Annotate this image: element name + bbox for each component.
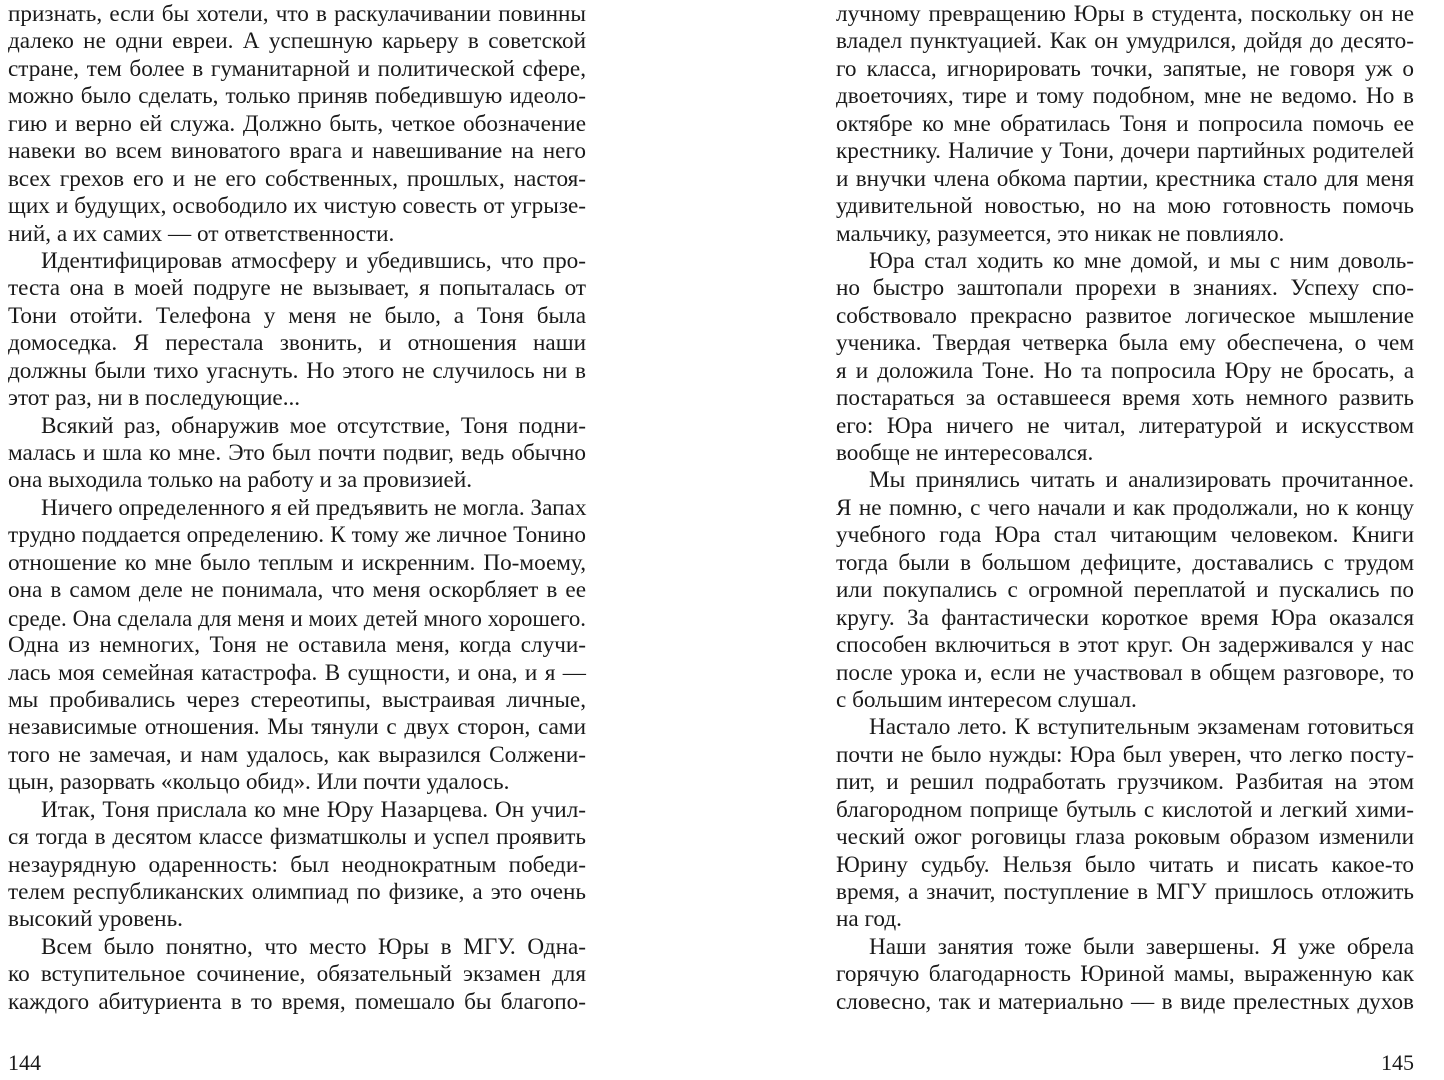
text-line: Мы принялись читать и анализировать прочитанное. bbox=[869, 467, 1414, 494]
text-line: теста она в моей подруге не вызывает, я попыталась от bbox=[8, 275, 586, 302]
text-line: или покупались с огромной переплатой и пускались по bbox=[836, 577, 1414, 604]
text-line: Наши занятия тоже были завершены. Я уже обрела bbox=[869, 933, 1414, 960]
text-line: отношение ко мне было теплым и искренним. По-моему, bbox=[8, 549, 586, 576]
text-line: октябре ко мне обратилась Тоня и попросила помочь ее bbox=[836, 110, 1414, 137]
text-line: словесно, так и материально — в виде прелестных духов bbox=[836, 988, 1414, 1015]
left-page bbox=[8, 0, 586, 1080]
text-line: щих и будущих, освободило их чистую совесть от угрызе- bbox=[8, 193, 586, 220]
text-line: ческий ожог роговицы глаза роковым образом изменили bbox=[836, 824, 1414, 851]
text-line: признать, если бы хотели, что в раскулачивании повинны bbox=[8, 1, 586, 27]
text-line: учебного года Юра стал читающим человеком. Книги bbox=[836, 522, 1414, 549]
text-line: вообще не интересовался. bbox=[836, 440, 1094, 466]
text-line: ний, а их самих — от ответственности. bbox=[8, 220, 395, 247]
text-line: всех грехов его и не его собственных, прошлых, настоя- bbox=[8, 165, 586, 192]
text-line: с большим интересом слушал. bbox=[836, 686, 1137, 713]
text-line: тогда были в большом дефиците, доставались с трудом bbox=[836, 549, 1414, 576]
text-line: навеки во всем виноватого врага и навешивание на него bbox=[8, 138, 586, 165]
page-number-left: 144 bbox=[8, 1050, 41, 1075]
text-line: телем республиканских олимпиад по физике, а это очень bbox=[8, 879, 586, 905]
text-line: удивительной новостью, но на мою готовность помочь bbox=[836, 193, 1414, 220]
text-line: должны были тихо угаснуть. Но этого не случилось ни в bbox=[8, 357, 586, 384]
text-line: на год. bbox=[836, 906, 902, 933]
text-line: почти не было нужды: Юра был уверен, что легко посту- bbox=[836, 741, 1414, 768]
text-line: далеко не одни евреи. А успешную карьеру в советской bbox=[8, 28, 586, 55]
text-line: ся тогда в десятом классе физматшколы и успел проявить bbox=[8, 824, 586, 851]
text-line: каждого абитуриента в то время, помешало бы благопо- bbox=[8, 988, 586, 1015]
text-line: двоеточиях, тире и тому подобном, мне не ведомо. Но в bbox=[836, 83, 1414, 110]
text-line: время, а значит, поступление в МГУ пришлось отложить bbox=[836, 879, 1414, 905]
text-line: Идентифицировав атмосферу и убедившись, что про- bbox=[41, 247, 586, 274]
text-line: владел пунктуацией. Как он умудрился, дойдя до десято- bbox=[836, 28, 1414, 55]
text-line: Всякий раз, обнаружив мое отсутствие, Тоня подни- bbox=[41, 412, 586, 439]
text-line: Одна из немногих, Тоня не оставила меня, когда случи- bbox=[8, 632, 586, 659]
text-line: Всем было понятно, что место Юры в МГУ. Однa- bbox=[41, 933, 586, 960]
text-line: Тони отойти. Телефона у меня не было, а Тоня была bbox=[8, 302, 586, 329]
text-line: домоседка. Я перестала звонить, и отношения наши bbox=[8, 330, 586, 357]
text-line: Я не помню, с чего начали и как продолжали, но к концу bbox=[836, 494, 1414, 521]
text-line: малась и шла ко мне. Это был почти подвиг, ведь обычно bbox=[8, 440, 586, 466]
text-line: собствовало прекрасно развитое логическое мышление bbox=[836, 302, 1414, 329]
text-line: и внучки члена обкома партии, крестника стало для меня bbox=[836, 165, 1414, 192]
text-line: мальчику, разумеется, это никак не повлияло. bbox=[836, 220, 1285, 247]
text-line: Итак, Тоня прислала ко мне Юру Назарцева. Он учил- bbox=[41, 796, 586, 823]
text-line: она в самом деле не понимала, что меня оскорбляет в ее bbox=[8, 577, 586, 604]
text-line: ученика. Твердая четверка была ему обеспечена, о чем bbox=[836, 330, 1414, 357]
text-line: горячую благодарность Юриной мамы, выраженную как bbox=[836, 961, 1414, 988]
text-line: незаурядную одаренность: был неоднократным победи- bbox=[8, 851, 586, 878]
text-line: ко вступительное сочинение, обязательный экзамен для bbox=[8, 961, 586, 988]
right-page-text bbox=[836, 1, 1414, 1016]
text-line: можно было сделать, только приняв победившую идеоло- bbox=[8, 83, 586, 110]
page-number-right: 145 bbox=[1381, 1050, 1414, 1075]
text-line: способен включиться в этот круг. Он задерживался у нас bbox=[836, 632, 1414, 659]
text-line: независимые отношения. Мы тянули с двух сторон, сами bbox=[8, 714, 586, 741]
text-line: гию и верно ей служа. Должно быть, четкое обозначение bbox=[8, 110, 586, 137]
text-line: мы пробивались через стереотипы, выстраивая личные, bbox=[8, 686, 586, 713]
text-line: Настало лето. К вступительным экзаменам готовиться bbox=[869, 714, 1414, 741]
text-line: она выходила только на работу и за провизией. bbox=[8, 467, 473, 494]
left-page-text bbox=[8, 1, 586, 1016]
text-line: трудно поддается определению. К тому же личное Тонино bbox=[8, 522, 586, 549]
text-line: цын, разорвать «кольцо обид». Или почти удалось. bbox=[8, 769, 510, 796]
text-line: этот раз, ни в последующие... bbox=[8, 385, 301, 412]
text-line: но быстро заштопали прорехи в знаниях. Успеху спо- bbox=[836, 275, 1414, 302]
text-line: крестнику. Наличие у Тони, дочери партийных родителей bbox=[836, 138, 1414, 165]
text-line: того не замечая, и нам удалось, как выразился Солжени- bbox=[8, 741, 586, 768]
text-line: Юра стал ходить ко мне домой, и мы с ним доволь- bbox=[869, 247, 1414, 274]
text-line: пит, и решил подработать грузчиком. Разбитая на этом bbox=[836, 769, 1414, 796]
right-page bbox=[836, 0, 1414, 1080]
text-line: лась моя семейная катастрофа. В сущности, и она, и я — bbox=[8, 659, 586, 686]
text-line: лучному превращению Юры в студента, поскольку он не bbox=[836, 1, 1414, 27]
text-line: Ничего определенного я ей предъявить не могла. Запах bbox=[41, 494, 587, 521]
text-line: высокий уровень. bbox=[8, 906, 183, 933]
text-line: Юрину судьбу. Нельзя было читать и писать какое-то bbox=[836, 851, 1414, 878]
text-line: го класса, игнорировать точки, запятые, не говоря уж о bbox=[836, 55, 1414, 82]
text-line: я и доложила Тоне. Но та попросила Юру не бросать, а bbox=[836, 357, 1414, 384]
text-line: после урока и, если не участвовал в общем разговоре, то bbox=[836, 659, 1414, 686]
text-line: его: Юра ничего не читал, литературой и искусством bbox=[836, 412, 1414, 439]
text-line: постараться за оставшееся время хоть немного развить bbox=[836, 385, 1414, 412]
text-line: стране, тем более в гуманитарной и политической сфере, bbox=[8, 55, 586, 82]
text-line: среде. Она сделала для меня и моих детей много хорошего. bbox=[8, 605, 586, 631]
text-line: благородном поприще бутыль с кислотой и легкий хими- bbox=[836, 796, 1414, 823]
text-line: кругу. За фантастически короткое время Юра оказался bbox=[836, 604, 1414, 631]
